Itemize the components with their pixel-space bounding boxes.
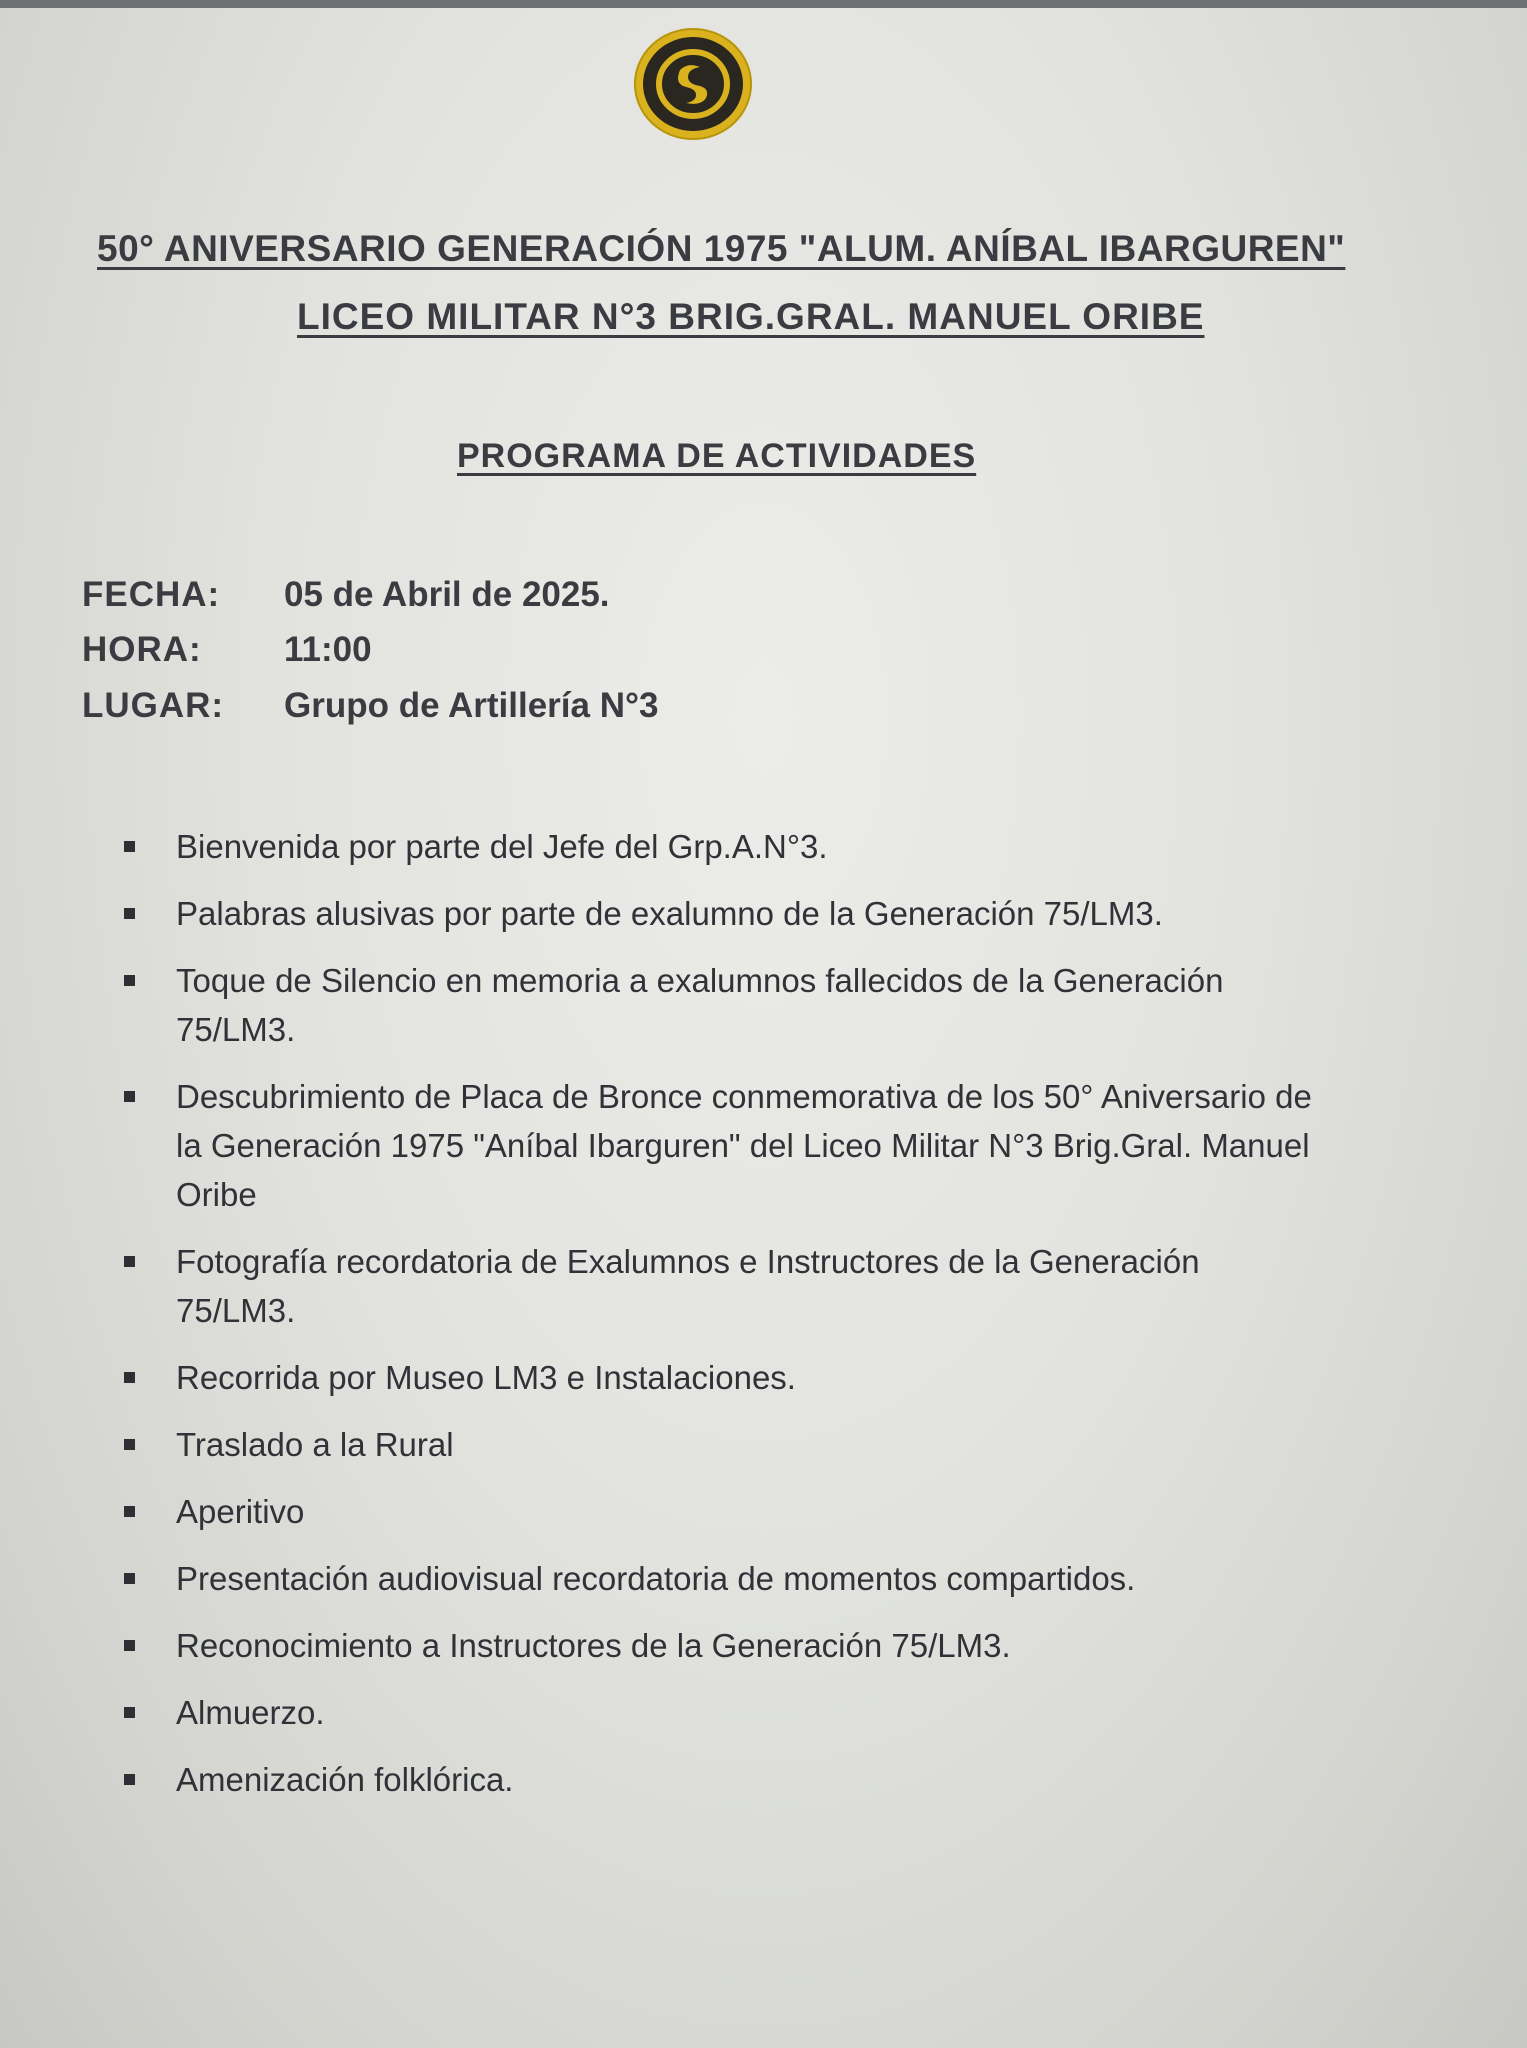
bullet-icon: [124, 1372, 135, 1383]
date-row: [82, 575, 610, 615]
list-item: Traslado a la Rural: [112, 1420, 1412, 1469]
time-label: HORA:: [82, 630, 202, 669]
bullet-icon: [124, 908, 135, 919]
bullet-icon: [124, 1256, 135, 1267]
list-item: Almuerzo.: [112, 1688, 1412, 1737]
program-title: PROGRAMA DE ACTIVIDADES: [457, 437, 977, 475]
list-item: Bienvenida por parte del Jefe del Grp.A.N°3.: [112, 822, 1412, 871]
bullet-icon: [124, 1439, 135, 1450]
list-item: Amenización folklórica.: [112, 1755, 1412, 1804]
date-value: 05 de Abril de 2025.: [284, 575, 610, 614]
anniversary-title: 50° ANIVERSARIO GENERACIÓN 1975 "ALUM. ANÍBAL IBARGUREN": [97, 228, 1346, 269]
bullet-icon: [124, 975, 135, 986]
place-row: [82, 686, 658, 726]
list-item: Descubrimiento de Placa de Bronce conmemorativa de los 50° Aniversario de la Generación 1975 "Aníbal Ibarguren" del Liceo Militar N°3 Brig.Gral. Manuel Oribe: [112, 1072, 1412, 1219]
bullet-icon: [124, 841, 135, 852]
list-item: Aperitivo: [112, 1487, 1412, 1536]
place-label: LUGAR:: [82, 686, 225, 725]
bullet-icon: [124, 1506, 135, 1517]
time-value: 11:00: [284, 630, 372, 669]
list-item: Palabras alusivas por parte de exalumno de la Generación 75/LM3.: [112, 889, 1412, 938]
bullet-icon: [124, 1774, 135, 1785]
date-label: FECHA:: [82, 575, 221, 614]
bullet-icon: [124, 1573, 135, 1584]
place-value: Grupo de Artillería N°3: [284, 686, 659, 725]
list-item: Recorrida por Museo LM3 e Instalaciones.: [112, 1353, 1412, 1402]
generation-emblem-logo: [632, 26, 754, 142]
list-item: Presentación audiovisual recordatoria de momentos compartidos.: [112, 1554, 1412, 1603]
school-title: LICEO MILITAR N°3 BRIG.GRAL. MANUEL ORIBE: [297, 296, 1205, 337]
activities-list: [112, 822, 1412, 1822]
bullet-icon: [124, 1091, 135, 1102]
list-item: Toque de Silencio en memoria a exalumnos fallecidos de la Generación 75/LM3.: [112, 956, 1412, 1054]
list-item: Fotografía recordatoria de Exalumnos e Instructores de la Generación 75/LM3.: [112, 1237, 1412, 1335]
bullet-icon: [124, 1707, 135, 1718]
time-row: [82, 630, 372, 670]
bullet-icon: [124, 1640, 135, 1651]
top-edge: [0, 0, 1527, 8]
list-item: Reconocimiento a Instructores de la Generación 75/LM3.: [112, 1621, 1412, 1670]
